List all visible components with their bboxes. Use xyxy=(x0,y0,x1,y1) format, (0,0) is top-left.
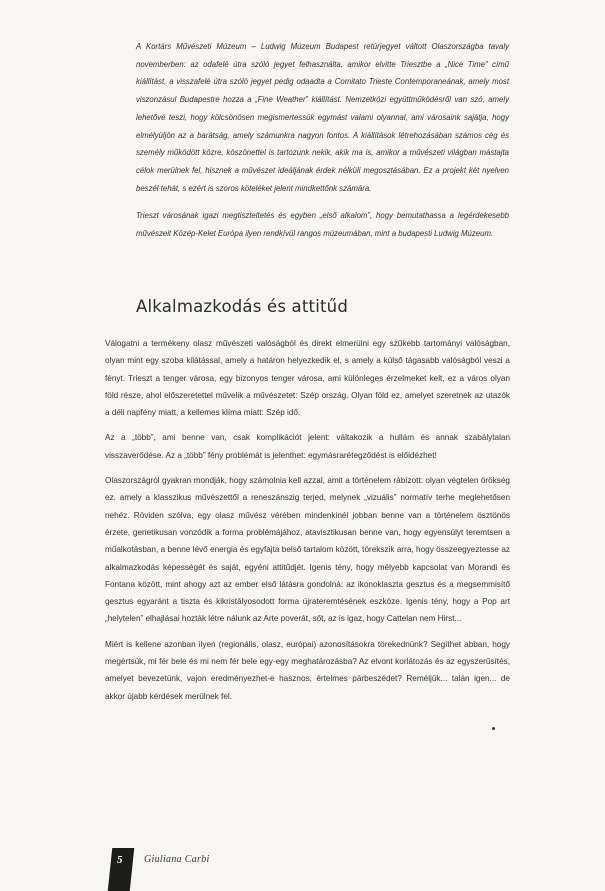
body-text xyxy=(105,335,510,713)
author-name: Giuliana Carbi xyxy=(144,854,210,865)
section-title: Alkalmazkodás és attitűd xyxy=(136,297,348,316)
body-paragraph: Olaszországról gyakran mondják, hogy számolnia kell azzal, amit a történelem rábízott: olyan végtelen örökség ez, amely a klasszikus művészettől a reneszánszig terjed, melynek „vizuális” normatív terhe meglehetősen nehéz. Röviden szólva, egy olasz művész vérében mindenkinél jobban benne van a történelem ösztönös érzete, genetikusan vonzódik a forma problémájához, atavisztikusan benne van, hogy egyensúlyt teremtsen a műalkotásban, a benne lévő energia és egyfajta belső tartalom között, törekszik arra, hogy összeegyeztesse az alkalmazkodás képességét és saját, egyéni attitűdjét. Igenis tény, hogy mélyebb kapcsolat van Morandi és Fontana között, mint ahogy azt az ember első látásra gondolná: az ikonoklaszta gesztus és a megsemmisítő gesztus egyaránt a tiszta és kikristályosodott forma újrateremtésének eszköze. Igenis tény, hogy a Pop art „helytelen” elhajlásai hozták létre nálunk az Arte poverát, sőt, az is igaz, hogy Cattelan nem Hirst... xyxy=(105,476,510,624)
page-footer xyxy=(110,848,310,891)
page-number: 5 xyxy=(117,854,123,866)
body-paragraph: Az a „több”, ami benne van, csak komplikációt jelent: váltakozik a hullám és annak szabálytalan visszaverődése. Az a „több” fény problémát is jelenthet: egymásrarétegződést is előidézhet! xyxy=(105,433,510,460)
intro-text xyxy=(136,38,509,253)
body-paragraph: Válogatni a termékeny olasz művészeti valóságból és direkt elmerülni egy szűkebb tartományi valóságban, olyan mint egy szoba kilátással, amely a határon helyezkedik el, s amely a külső tágasabb valóságból veszi a fényt. Trieszt a tenger városa, egy bizonyos tenger városa, ami különleges érzelmeket kelt, ez a város olyan föld része, ahol előszeretettel művelik a művészetet: Szép ország. Olyan föld ez, amelyet szeretnek az utazók a déli napfény miatt, a kellemes klíma miatt: Szép idő. xyxy=(105,339,510,418)
intro-paragraph: A Kortárs Művészeti Múzeum – Ludwig Múzeum Budapest retúrjegyet váltott Olaszországba tavaly novemberben: az odafelé útra szóló jegyet felhasználta, amikor elvitte Triesztbe a „Nice Time” című kiállítást, a visszafelé útra szóló jegyet pedig odaadta a Comitato Trieste Contemporaneának, amely most viszonzásul Budapestre hozza a „Fine Weather” kiállítást. Nemzetközi együttműködésről van szó, amely lehetővé teszi, hogy kölcsönösen megismertessük egymást valami olyannal, ami városaink sajátja, hogy elmélyüljön az a barátság, amely számunkra nagyon fontos. A kiállítások létrehozásában számos cég és személy működött közre, köszönettel is tartozunk nekik, akik ma is, amikor a művészeti világban mástajta célok merülnek fel, hisznek a művészet ideáljának érdek nélküli megosztásában. Ez a projekt két nyelven beszél tehát, s ezért is szoros köteléket jelent mindkettőnk számára. xyxy=(136,42,509,193)
intro-paragraph: Trieszt városának igazi megtiszteltetés és egyben „első alkalom”, hogy bemutathassa a legérdekesebb művészeit Közép-Kelet Európa ilyen rendkívül rangos múzeumában, mint a budapesti Ludwig Múzeum. xyxy=(136,211,509,239)
body-paragraph: Miért is kellene azonban ilyen (regionális, olasz, európai) azonosításokra törekednünk? Segíthet abban, hogy megértsük, mi fér bele és mi nem fér bele egy-egy meghatározásba? Az elvont korlátozás és az egyszerűsítés, amelyet bevezetünk, vajon eredményezhet-e hasznos, értelmes párbeszédet? Reméljük... talán igen... de akkor újabb kérdések merülnek fel. xyxy=(105,639,510,701)
decorative-dot xyxy=(492,727,495,730)
